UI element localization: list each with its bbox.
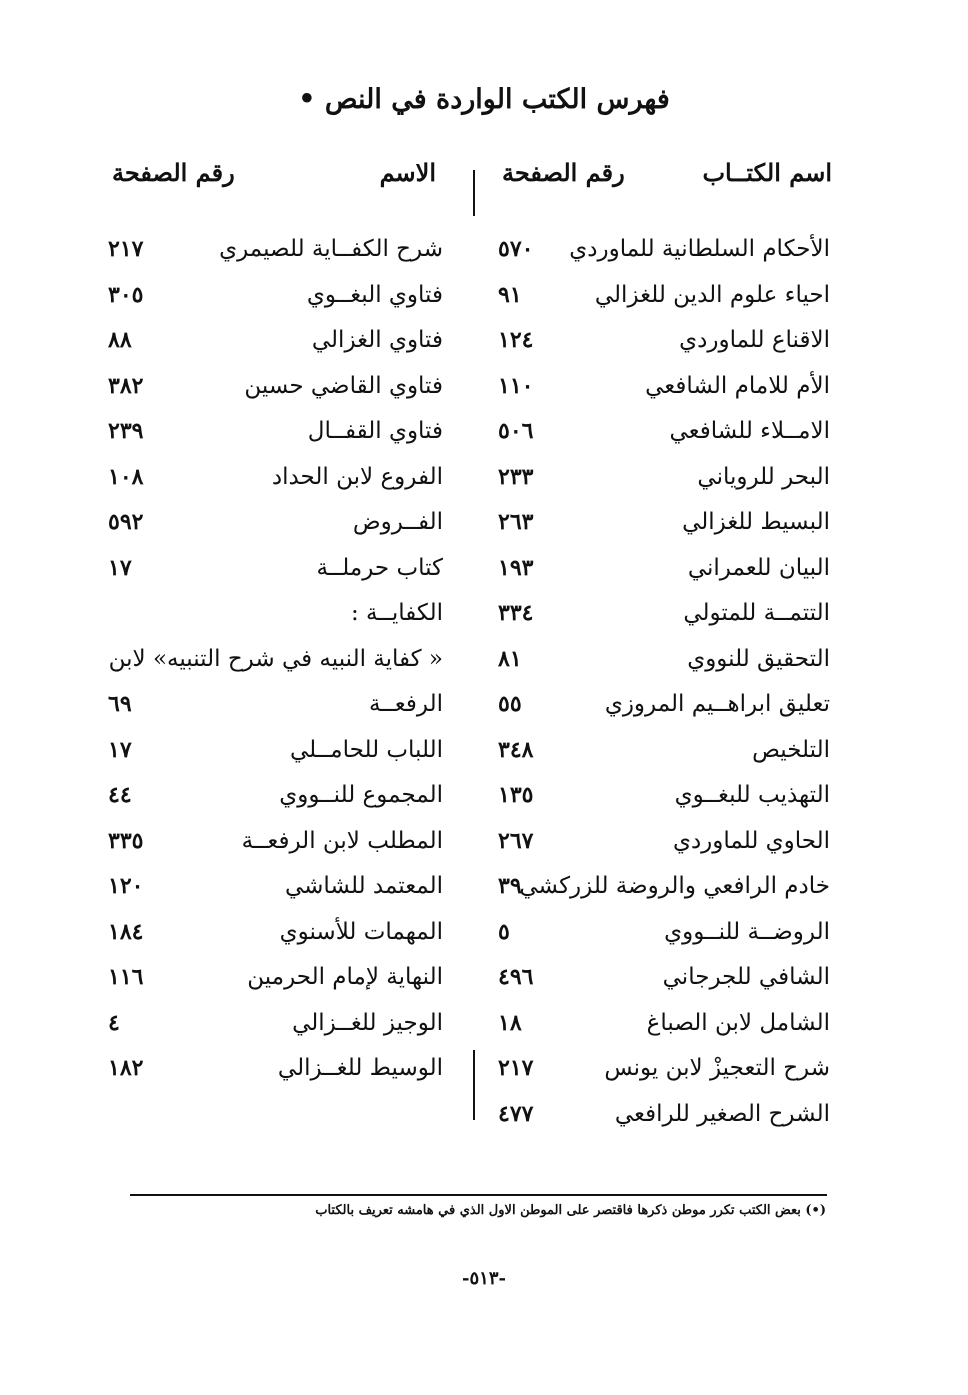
book-title: التهذيب للبغــوي <box>674 782 830 808</box>
book-title: خادم الرافعي والروضة للزركشي <box>519 873 830 899</box>
index-entry <box>498 913 830 959</box>
page-ref: ٤٩٦ <box>498 964 534 990</box>
page-ref: ٥٠٦ <box>498 418 534 444</box>
book-title: تعليق ابراهــيم المروزي <box>604 691 830 717</box>
book-title: المعتمد للشاشي <box>284 873 443 899</box>
index-entry <box>498 412 830 458</box>
page-ref: ٢٣٩ <box>108 418 144 444</box>
index-entry <box>498 1049 830 1095</box>
page-ref: ٣٨٢ <box>108 372 144 399</box>
page-ref: ١٨ <box>498 1009 522 1036</box>
page-number: -٥١٣- <box>462 1268 506 1289</box>
index-entry <box>498 594 830 640</box>
page-ref: ٣٠٥ <box>108 281 144 308</box>
index-entry <box>498 367 830 413</box>
book-title: الوجيز للغــزالي <box>292 1009 443 1036</box>
page-ref: ١٩٣ <box>498 554 534 581</box>
page-ref: ٥٧٠ <box>498 236 534 262</box>
page-ref: ٢٦٧ <box>498 827 534 854</box>
page-ref: ١٨٢ <box>108 1055 144 1081</box>
bottom-column-divider <box>473 1050 475 1120</box>
book-title: فتاوي الغزالي <box>311 327 443 353</box>
page-ref: ٤٧٧ <box>498 1100 534 1127</box>
book-title: الفروع لابن الحداد <box>271 463 443 490</box>
book-title: الروضــة للنــووي <box>664 918 830 945</box>
book-title: البسيط للغزالي <box>682 509 830 535</box>
page-ref: ١٣٥ <box>498 782 534 808</box>
left-column-page-header: رقم الصفحة <box>112 158 235 187</box>
footnote-rule <box>130 1194 827 1196</box>
index-entry <box>108 822 443 868</box>
page-ref: ٣٩ <box>498 873 522 899</box>
index-entry <box>498 640 830 686</box>
index-entry <box>498 958 830 1004</box>
book-title: البيان للعمراني <box>687 554 830 581</box>
page-ref: ١٢٠ <box>108 873 144 899</box>
index-entry <box>108 412 443 458</box>
index-entry <box>498 549 830 595</box>
page-ref: ١١٦ <box>108 964 144 990</box>
page-title: فهرس الكتب الواردة في النص • <box>298 84 670 115</box>
book-title: المهمات للأسنوي <box>279 918 443 945</box>
book-title: الحاوي للماوردي <box>672 827 830 854</box>
page-ref: ٦٩ <box>108 691 132 717</box>
index-entry <box>498 731 830 777</box>
index-entry <box>498 230 830 276</box>
page-ref: ٤ <box>108 1009 120 1036</box>
book-title: النهاية لإمام الحرمين <box>247 964 443 990</box>
page-ref: ٣٣٥ <box>108 827 144 854</box>
index-entry <box>108 913 443 959</box>
page-ref: ١٠٨ <box>108 463 144 490</box>
book-title: شرح الكفــاية للصيمري <box>219 236 443 262</box>
book-title: فتاوي القفــال <box>307 418 443 444</box>
page-ref: ١٧ <box>108 554 132 581</box>
index-entry <box>108 458 443 504</box>
book-title: الامــلاء للشافعي <box>669 418 830 444</box>
book-title: البحر للروياني <box>697 463 830 490</box>
book-title: الشرح الصغير للرافعي <box>614 1100 830 1127</box>
index-entry <box>108 1049 443 1095</box>
index-entry <box>108 230 443 276</box>
index-entry <box>498 867 830 913</box>
book-title: التلخيص <box>752 736 830 763</box>
index-entry <box>108 367 443 413</box>
right-column-name-header: اسم الكتــاب <box>702 158 832 187</box>
index-entry <box>108 867 443 913</box>
index-entry <box>108 594 443 640</box>
left-column-list <box>108 230 443 1095</box>
index-entry <box>108 549 443 595</box>
book-title: الكفايــة : <box>350 600 443 626</box>
page-ref: ٢٣٣ <box>498 463 534 490</box>
index-entry <box>108 776 443 822</box>
page-ref: ٩١ <box>498 281 522 308</box>
page-ref: ٥ <box>498 918 510 945</box>
book-title: احياء علوم الدين للغزالي <box>594 281 830 308</box>
book-title: كتاب حرملــة <box>316 554 443 581</box>
book-title: الرفعــة <box>369 691 443 717</box>
page-ref: ٢٦٣ <box>498 509 534 535</box>
page-ref: ١٧ <box>108 736 132 763</box>
page-ref: ٣٤٨ <box>498 736 534 763</box>
footnote: (•) بعض الكتب تكرر موطن ذكرها فاقتصر على الموطن الاول الذي في هامشه تعريف بالكتاب <box>315 1203 826 1218</box>
left-column-name-header: الاسم <box>379 158 436 187</box>
book-title: الشامل لابن الصباغ <box>646 1009 830 1036</box>
book-title: المطلب لابن الرفعــة <box>241 827 443 854</box>
book-title: الاقناع للماوردي <box>679 327 830 353</box>
index-entry <box>108 503 443 549</box>
book-title: الشافي للجرجاني <box>662 964 830 990</box>
header-column-divider <box>473 170 475 216</box>
book-title: التحقيق للنووي <box>687 645 830 672</box>
index-entry <box>498 822 830 868</box>
page-ref: ٥٩٢ <box>108 509 144 535</box>
page-ref: ٢١٧ <box>108 236 144 262</box>
book-title: الفــروض <box>352 509 443 535</box>
index-entry <box>108 276 443 322</box>
book-title: الأحكام السلطانية للماوردي <box>569 236 830 262</box>
page-ref: ٥٥ <box>498 691 522 717</box>
book-title: التتمــة للمتولي <box>683 600 830 626</box>
page-ref: ١٢٤ <box>498 327 534 353</box>
index-entry <box>498 685 830 731</box>
book-title: شرح التعجيزْ لابن يونس <box>604 1055 830 1081</box>
index-entry <box>498 503 830 549</box>
page-ref: ١٨٤ <box>108 918 144 945</box>
index-entry <box>498 776 830 822</box>
page-ref: ٣٣٤ <box>498 600 534 626</box>
right-column-list <box>498 230 830 1140</box>
page-ref: ٨٨ <box>108 327 132 353</box>
index-entry <box>108 1004 443 1050</box>
book-title: المجموع للنــووي <box>279 782 443 808</box>
book-title: فتاوي القاضي حسين <box>244 372 443 399</box>
page-ref: ١١٠ <box>498 372 534 399</box>
index-entry <box>498 1004 830 1050</box>
book-title: اللباب للحامــلي <box>290 736 443 763</box>
book-title: الأم للامام الشافعي <box>645 372 830 399</box>
index-entry <box>498 1095 830 1141</box>
index-entry <box>108 321 443 367</box>
right-column-page-header: رقم الصفحة <box>502 158 625 187</box>
book-title: « كفاية النبيه في شرح التنبيه» لابن <box>108 645 443 672</box>
index-entry <box>498 276 830 322</box>
index-entry <box>108 685 443 731</box>
page-ref: ٤٤ <box>108 782 132 808</box>
index-entry <box>108 731 443 777</box>
page-ref: ٨١ <box>498 645 522 672</box>
index-entry <box>498 321 830 367</box>
index-entry <box>108 640 443 686</box>
book-title: فتاوي البغــوي <box>306 281 443 308</box>
book-title: الوسيط للغــزالي <box>277 1055 443 1081</box>
index-entry <box>108 958 443 1004</box>
page-ref: ٢١٧ <box>498 1055 534 1081</box>
index-entry <box>498 458 830 504</box>
